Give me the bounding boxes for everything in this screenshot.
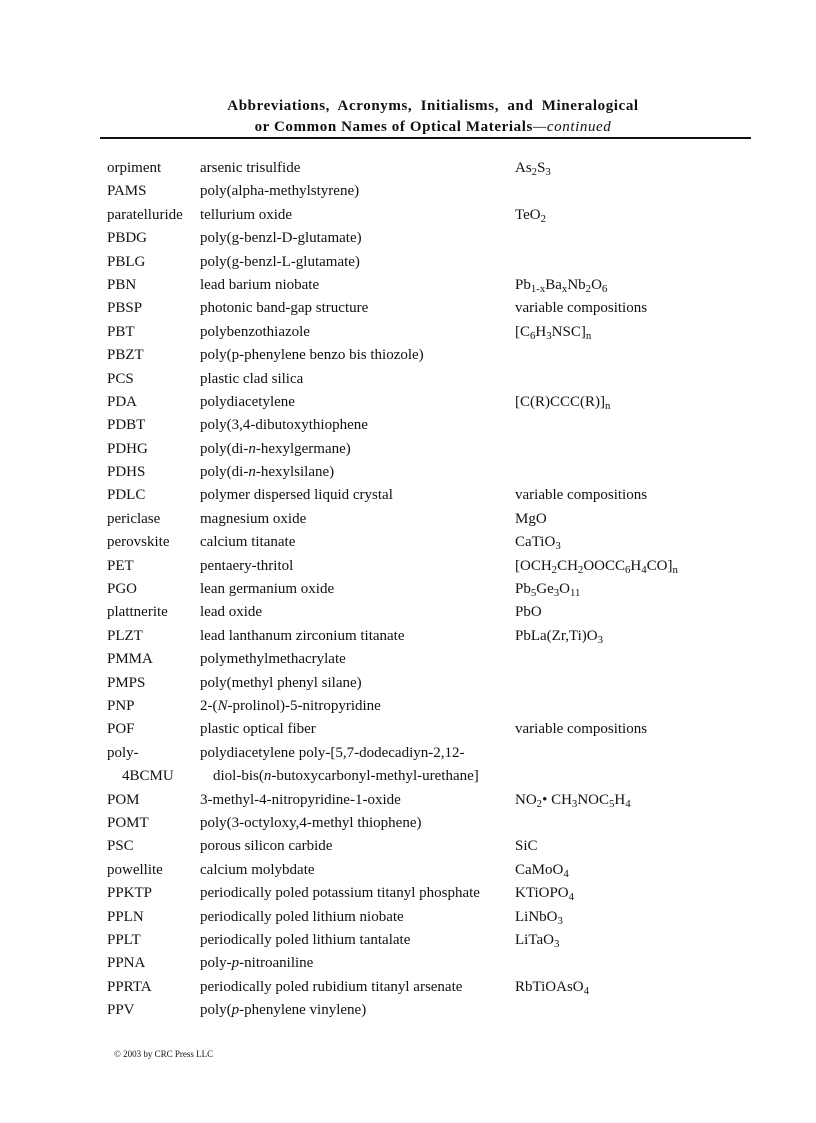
abbreviation-cell: PBSP [107,300,143,317]
name-cell: arsenic trisulfide [200,160,301,176]
table-row [107,439,747,462]
table-row [107,930,747,953]
formula-cell: $[OCH_2CH_2OOCC_6H_4CO]_n$ [515,557,678,576]
abbreviation-cell: PET [107,557,134,574]
table-row [107,602,747,625]
formula-cell: MgO [515,510,547,527]
table-row [107,673,747,696]
formula-cell: CaTiO$_3$ [515,534,561,553]
abbreviation-cell: PBT [107,323,135,340]
abbreviation-cell: PPRTA [107,978,152,995]
abbreviation-cell: 4BCMU [122,768,174,785]
name-cell: poly(p-phenylene benzo bis thiozole) [200,347,424,364]
formula-cell: variable compositions [515,300,648,317]
name-cell: tellurium oxide [200,206,293,223]
table-row [107,907,747,930]
table-row [107,369,747,392]
name-cell: poly(di-n-hexylsilane) [200,464,335,481]
table-row [107,813,747,836]
table-row [107,836,747,859]
abbreviation-cell: POMT [107,814,149,831]
abbreviation-cell: orpiment [107,160,162,176]
name-cell: poly(p-phenylene vinylene) [200,1002,367,1019]
name-cell: pentaery-thritol [200,557,294,574]
table-row [107,649,747,672]
table-row [107,626,747,649]
header-rule [100,137,751,139]
formula-cell: $[C(R)CCC(R)]_n$ [515,393,611,413]
table-row [107,322,747,345]
table-row [107,509,747,532]
name-cell: periodically poled rubidium titanyl arsenate [200,978,463,995]
table-row [107,883,747,906]
formula-cell: $[C_6H_3NSC]_n$ [515,323,592,342]
name-cell: diol-bis(n-butoxycarbonyl-methyl-urethane] [213,768,479,785]
name-cell: poly(alpha-methylstyrene) [200,183,360,200]
table-row [107,743,747,766]
table-row [107,485,747,508]
formula-cell: $As_2S_3$ [515,160,551,179]
name-cell: plastic optical fiber [200,721,316,738]
name-cell: polybenzothiazole [200,323,310,340]
abbreviation-cell: paratelluride [107,206,183,223]
table-row [107,275,747,298]
abbreviation-cell: PBLG [107,253,146,270]
abbreviation-cell: PDHS [107,464,146,481]
table-row [107,696,747,719]
formula-cell: $Pb_{1-x}Ba_xNb_2O_6$ [515,276,608,296]
table-row [107,532,747,555]
formula-cell: SiC [515,838,538,855]
name-cell: calcium titanate [200,534,296,551]
table-row [107,766,747,789]
table-row [107,205,747,228]
formula-cell: RbTiOAsO$_4$ [515,978,590,997]
table-row [107,790,747,813]
table-row [107,1000,747,1023]
formula-cell: $NO_2•$ $CH_3NOC_5H_4$ [515,791,631,810]
name-cell: lead oxide [200,604,263,621]
name-cell: poly(3-octyloxy,4-methyl thiophene) [200,814,422,831]
abbreviation-cell: PAMS [107,183,147,200]
formula-cell: KTiOPO$_4$ [515,885,575,904]
abbreviation-cell: PDLC [107,487,146,504]
table-row [107,252,747,275]
name-cell: magnesium oxide [200,510,307,527]
name-cell: photonic band-gap structure [200,300,369,317]
name-cell: 3-methyl-4-nitropyridine-1-oxide [200,791,401,808]
table-row [107,158,747,181]
name-cell: polydiacetylene [200,393,295,410]
abbreviation-table [107,158,747,1023]
name-cell: poly(g-benzl-L-glutamate) [200,253,360,270]
title-line-1: Abbreviations, Acronyms, Initialisms, and Mineralogical [227,98,639,114]
formula-cell: TeO$_2$ [515,206,547,226]
abbreviation-cell: plattnerite [107,604,168,621]
table-title [0,96,816,138]
table-row [107,345,747,368]
abbreviation-cell: PDA [107,393,138,410]
name-cell: periodically poled potassium titanyl phosphate [200,885,480,902]
abbreviation-cell: PLZT [107,627,143,644]
name-cell: lead lanthanum zirconium titanate [200,627,405,644]
table-row [107,556,747,579]
table-row [107,392,747,415]
formula-cell: $PbLa(Zr,Ti)O_3$ [515,627,604,647]
name-cell: periodically poled lithium niobate [200,908,404,925]
abbreviation-cell: PSC [107,838,134,855]
name-cell: periodically poled lithium tantalate [200,931,411,948]
table-row [107,977,747,1000]
name-cell: poly-p-nitroaniline [200,955,314,972]
abbreviation-cell: periclase [107,510,161,527]
name-cell: poly(methyl phenyl silane) [200,674,362,691]
formula-cell: LiNbO$_3$ [515,908,563,927]
table-row [107,181,747,204]
formula-cell: variable compositions [515,721,648,738]
table-row [107,953,747,976]
name-cell: polymethylmethacrylate [200,651,346,668]
formula-cell: LiTaO$_3$ [515,931,560,951]
name-cell: porous silicon carbide [200,838,333,855]
table-row [107,228,747,251]
name-cell: poly(3,4-dibutoxythiophene [200,417,368,434]
abbreviation-cell: PPKTP [107,885,153,902]
abbreviation-cell: PMMA [107,651,153,668]
name-cell: lead barium niobate [200,276,320,293]
abbreviation-cell: PGO [107,581,138,598]
formula-cell: PbO [515,604,542,621]
abbreviation-cell: powellite [107,861,163,878]
formula-cell: $Pb_5Ge_3O_{11}$ [515,581,581,600]
table-row [107,719,747,742]
name-cell: polymer dispersed liquid crystal [200,487,393,504]
abbreviation-cell: poly- [107,744,139,761]
abbreviation-cell: POF [107,721,135,738]
copyright-footer: © 2003 by CRC Press LLC [114,1049,214,1059]
abbreviation-cell: PPLT [107,931,141,948]
formula-cell: CaMoO$_4$ [515,861,569,880]
abbreviation-cell: PBDG [107,230,148,247]
name-cell: plastic clad silica [200,370,304,387]
abbreviation-cell: PPV [107,1002,135,1019]
name-cell: poly(g-benzl-D-glutamate) [200,230,362,247]
abbreviation-cell: PPNA [107,955,146,972]
abbreviation-cell: PNP [107,697,135,714]
name-cell: polydiacetylene poly-[5,7-dodecadiyn-2,12- [200,744,465,761]
table-row [107,860,747,883]
name-cell: calcium molybdate [200,861,315,878]
abbreviation-cell: perovskite [107,534,170,551]
abbreviation-cell: PDBT [107,417,146,434]
table-row [107,415,747,438]
abbreviation-cell: POM [107,791,140,808]
abbreviation-cell: PCS [107,370,134,387]
abbreviation-cell: PDHG [107,440,148,457]
table-row [107,298,747,321]
table-row [107,579,747,602]
abbreviation-cell: PBZT [107,347,144,364]
abbreviation-cell: PPLN [107,908,144,925]
name-cell: lean germanium oxide [200,581,335,598]
abbreviation-cell: PBN [107,276,137,293]
table-row [107,462,747,485]
name-cell: 2-(N-prolinol)-5-nitropyridine [200,697,381,714]
title-line-2 [0,117,816,138]
title-line-2-text: or Common Names of Optical Materials [254,119,533,135]
formula-cell: variable compositions [515,487,648,504]
continued-label: —continued [532,119,612,135]
name-cell: poly(di-n-hexylgermane) [200,440,351,457]
abbreviation-cell: PMPS [107,674,146,691]
